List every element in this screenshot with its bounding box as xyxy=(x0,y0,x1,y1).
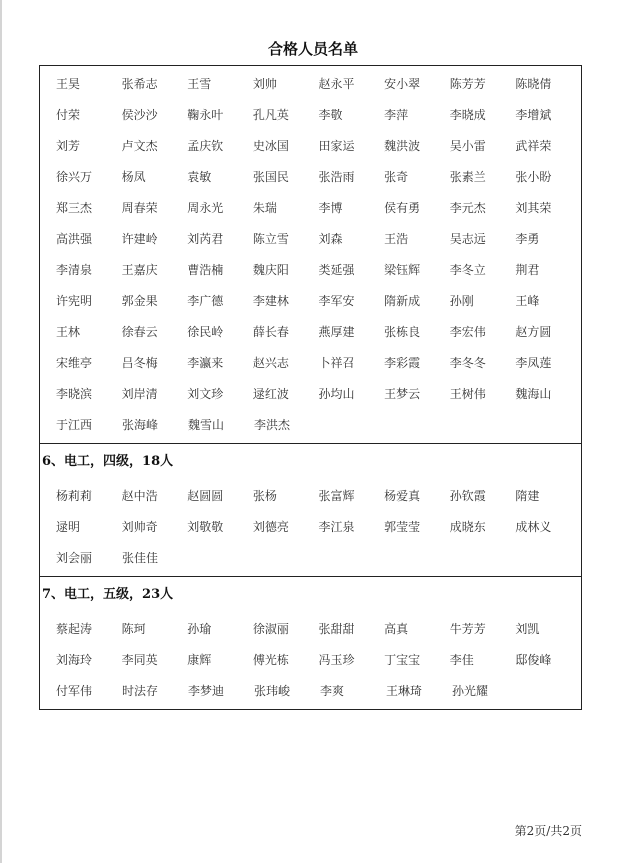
section-header: 6、电工，四级，18人 xyxy=(42,454,174,469)
person-name: 蔡起涛 xyxy=(56,622,93,636)
person-name: 李瀛来 xyxy=(187,356,224,370)
person-name: 卜祥召 xyxy=(318,356,355,370)
person-name: 李晓成 xyxy=(449,108,486,122)
person-name: 孙均山 xyxy=(318,387,355,401)
name-row xyxy=(56,347,581,378)
person-name: 时法存 xyxy=(122,684,159,698)
person-name: 王峰 xyxy=(515,294,540,308)
page-edge xyxy=(0,0,2,863)
person-name: 薛长春 xyxy=(252,325,289,339)
person-name: 李广德 xyxy=(187,294,224,308)
person-name: 陈珂 xyxy=(121,622,146,636)
person-name: 燕厚建 xyxy=(318,325,355,339)
person-name: 张浩雨 xyxy=(318,170,355,184)
name-row xyxy=(56,511,581,542)
person-name: 李元杰 xyxy=(449,201,486,215)
person-name: 王浩 xyxy=(384,232,409,246)
person-name: 康辉 xyxy=(187,653,212,667)
person-name: 赵中浩 xyxy=(121,489,158,503)
person-name: 刘芳 xyxy=(56,139,81,153)
person-name: 李同英 xyxy=(121,653,158,667)
person-name: 张佳佳 xyxy=(122,551,159,565)
person-name: 王梦云 xyxy=(384,387,421,401)
person-name: 陈芳芳 xyxy=(449,77,486,91)
person-name: 刘德亮 xyxy=(252,520,289,534)
person-name: 徐春云 xyxy=(121,325,158,339)
name-row xyxy=(56,613,581,644)
person-name: 安小翠 xyxy=(384,77,421,91)
person-name: 梁钰辉 xyxy=(384,263,421,277)
person-name: 李清泉 xyxy=(56,263,93,277)
person-name: 李彩霞 xyxy=(384,356,421,370)
person-name: 王琳琦 xyxy=(386,684,423,698)
person-name: 李敬 xyxy=(318,108,343,122)
person-name: 田家运 xyxy=(318,139,355,153)
person-name: 卢文杰 xyxy=(121,139,158,153)
person-name: 张栋良 xyxy=(384,325,421,339)
person-name: 朱瑞 xyxy=(252,201,277,215)
person-name: 吕冬梅 xyxy=(121,356,158,370)
person-name: 张杨 xyxy=(252,489,277,503)
name-row xyxy=(56,68,581,99)
person-name: 李建林 xyxy=(252,294,289,308)
person-name: 逯明 xyxy=(56,520,81,534)
person-name: 宋维亭 xyxy=(56,356,93,370)
person-name: 赵方圆 xyxy=(515,325,552,339)
person-name: 李萍 xyxy=(384,108,409,122)
person-name: 侯沙沙 xyxy=(121,108,158,122)
person-name: 李冬冬 xyxy=(449,356,486,370)
person-name: 张甜甜 xyxy=(318,622,355,636)
person-name: 张奇 xyxy=(384,170,409,184)
person-name: 刘其荣 xyxy=(515,201,552,215)
person-name: 赵永平 xyxy=(318,77,355,91)
person-name: 于江西 xyxy=(56,418,93,432)
person-name: 付荣 xyxy=(56,108,81,122)
person-name: 赵兴志 xyxy=(252,356,289,370)
name-row xyxy=(56,161,581,192)
person-name: 孟庆钦 xyxy=(187,139,224,153)
person-name: 王林 xyxy=(56,325,81,339)
person-name: 王树伟 xyxy=(449,387,486,401)
person-name: 李冬立 xyxy=(449,263,486,277)
person-name: 杨爱真 xyxy=(384,489,421,503)
person-name: 牛芳芳 xyxy=(449,622,486,636)
person-name: 李江泉 xyxy=(318,520,355,534)
person-name: 傅光栋 xyxy=(252,653,289,667)
name-grid xyxy=(40,66,581,443)
person-name: 武祥荣 xyxy=(515,139,552,153)
person-name: 史冰国 xyxy=(252,139,289,153)
name-row xyxy=(56,675,581,706)
name-row xyxy=(56,409,581,440)
person-name: 魏洪波 xyxy=(384,139,421,153)
name-row xyxy=(56,254,581,285)
person-name: 李爽 xyxy=(320,684,345,698)
person-name: 孙刚 xyxy=(449,294,474,308)
person-name: 丁宝宝 xyxy=(384,653,421,667)
person-name: 张希志 xyxy=(121,77,158,91)
person-name: 李博 xyxy=(318,201,343,215)
person-name: 张小盼 xyxy=(515,170,552,184)
name-row xyxy=(56,542,581,573)
person-name: 张国民 xyxy=(252,170,289,184)
person-name: 吴小雷 xyxy=(449,139,486,153)
name-row xyxy=(56,130,581,161)
person-name: 李增斌 xyxy=(515,108,552,122)
person-name: 成晓东 xyxy=(449,520,486,534)
person-name: 刘文珍 xyxy=(187,387,224,401)
person-name: 李勇 xyxy=(515,232,540,246)
name-row xyxy=(56,644,581,675)
name-grid xyxy=(40,477,581,576)
table-section xyxy=(40,576,581,709)
person-name: 郭金果 xyxy=(121,294,158,308)
person-name: 许宪明 xyxy=(56,294,93,308)
person-name: 逯红波 xyxy=(252,387,289,401)
name-row xyxy=(56,223,581,254)
name-row xyxy=(56,480,581,511)
section-header: 7、电工，五级，23人 xyxy=(42,587,174,602)
person-name: 李军安 xyxy=(318,294,355,308)
person-name: 周永光 xyxy=(187,201,224,215)
person-name: 张富辉 xyxy=(318,489,355,503)
person-name: 刘敬敬 xyxy=(187,520,224,534)
person-name: 吴志远 xyxy=(449,232,486,246)
person-name: 孙瑜 xyxy=(187,622,212,636)
person-name: 成林义 xyxy=(515,520,552,534)
person-name: 隋建 xyxy=(515,489,540,503)
document-title: 合格人员名单 xyxy=(267,40,358,58)
person-name: 郑三杰 xyxy=(56,201,93,215)
table-section xyxy=(40,66,581,443)
person-name: 刘会丽 xyxy=(56,551,93,565)
person-name: 魏海山 xyxy=(515,387,552,401)
person-name: 刘岸清 xyxy=(121,387,158,401)
name-grid xyxy=(40,610,581,709)
person-name: 孙光耀 xyxy=(452,684,489,698)
person-name: 魏庆阳 xyxy=(252,263,289,277)
person-name: 刘帅 xyxy=(252,77,277,91)
person-name: 王雪 xyxy=(187,77,212,91)
person-name: 类延强 xyxy=(318,263,355,277)
person-name: 袁敏 xyxy=(187,170,212,184)
person-name: 张玮峻 xyxy=(254,684,291,698)
person-name: 张海峰 xyxy=(122,418,159,432)
person-name: 郭莹莹 xyxy=(384,520,421,534)
person-name: 刘帅奇 xyxy=(121,520,158,534)
page-number: 第2页/共2页 xyxy=(514,824,582,838)
person-name: 李梦迪 xyxy=(188,684,225,698)
person-name: 魏雪山 xyxy=(188,418,225,432)
person-name: 付军伟 xyxy=(56,684,93,698)
name-row xyxy=(56,316,581,347)
person-name: 荆君 xyxy=(515,263,540,277)
person-name: 曹浩楠 xyxy=(187,263,224,277)
person-name: 冯玉珍 xyxy=(318,653,355,667)
person-name: 周春荣 xyxy=(121,201,158,215)
person-name: 刘凯 xyxy=(515,622,540,636)
qualified-personnel-table xyxy=(39,65,582,710)
person-name: 刘森 xyxy=(318,232,343,246)
person-name: 邸俊峰 xyxy=(515,653,552,667)
person-name: 隋新成 xyxy=(384,294,421,308)
person-name: 李晓滨 xyxy=(56,387,93,401)
person-name: 杨凤 xyxy=(121,170,146,184)
person-name: 刘海玲 xyxy=(56,653,93,667)
person-name: 高洪强 xyxy=(56,232,93,246)
person-name: 孙钦霞 xyxy=(449,489,486,503)
person-name: 王昊 xyxy=(56,77,81,91)
person-name: 李宏伟 xyxy=(449,325,486,339)
person-name: 李凤莲 xyxy=(515,356,552,370)
person-name: 徐民岭 xyxy=(187,325,224,339)
person-name: 孔凡英 xyxy=(252,108,289,122)
person-name: 赵圆圆 xyxy=(187,489,224,503)
person-name: 杨莉莉 xyxy=(56,489,93,503)
person-name: 侯有勇 xyxy=(384,201,421,215)
person-name: 徐淑丽 xyxy=(252,622,289,636)
person-name: 徐兴万 xyxy=(56,170,93,184)
person-name: 鞠永叶 xyxy=(187,108,224,122)
person-name: 陈晓倩 xyxy=(515,77,552,91)
person-name: 张素兰 xyxy=(449,170,486,184)
person-name: 刘芮君 xyxy=(187,232,224,246)
person-name: 高真 xyxy=(384,622,409,636)
name-row xyxy=(56,378,581,409)
name-row xyxy=(56,285,581,316)
person-name: 陈立雪 xyxy=(252,232,289,246)
table-section xyxy=(40,443,581,576)
name-row xyxy=(56,99,581,130)
person-name: 李佳 xyxy=(449,653,474,667)
name-row xyxy=(56,192,581,223)
person-name: 许建岭 xyxy=(121,232,158,246)
person-name: 李洪杰 xyxy=(254,418,291,432)
person-name: 王嘉庆 xyxy=(121,263,158,277)
